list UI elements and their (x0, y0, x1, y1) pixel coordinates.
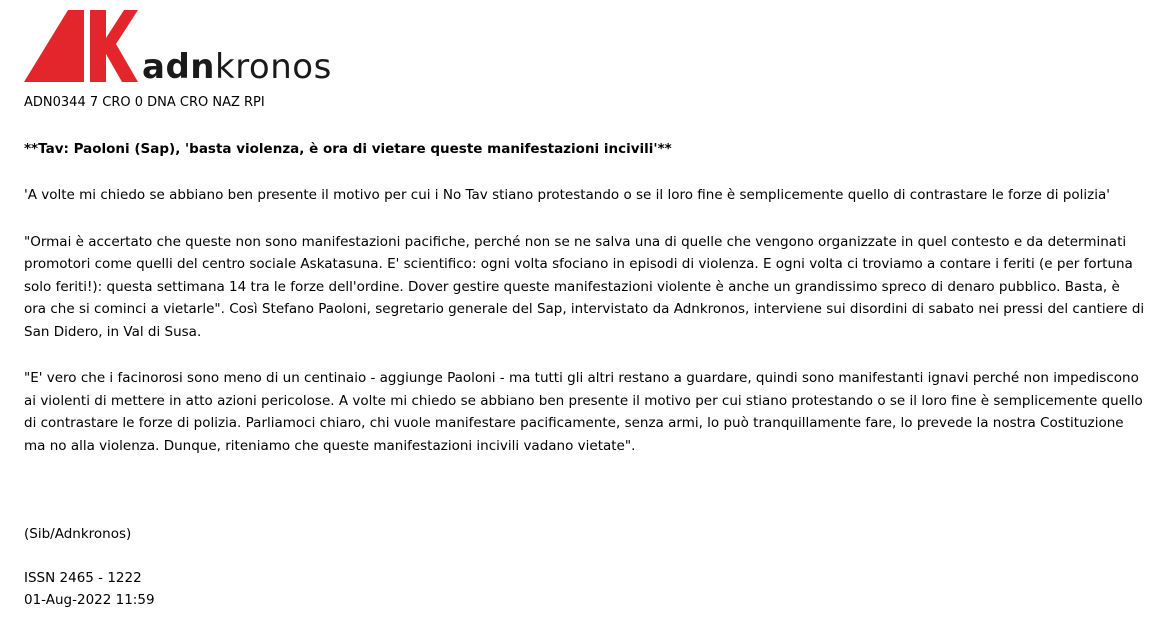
article-paragraph: "E' vero che i facinorosi sono meno di un centinaio - aggiunge Paoloni - ma tutti gli altri restano a guardare, quindi sono manifestanti ignavi perché non impediscono ai violenti di mettere in atto azioni pericolose. A volte mi chiedo se abbiano ben presente il motivo per cui stiano protestando o se il loro fine è semplicemente quello di contrastare le forze di polizia. Parliamoci chiaro, chi vuole manifestare pacificamente, senza armi, lo può tranquillamente fare, lo prevede la nostra Costituzione ma no alla violenza. Dunque, riteniamo che queste manifestazioni incivili vadano vietate". (24, 370, 1143, 454)
article-signoff: (Sib/Adnkronos) (24, 526, 132, 542)
article-paragraph: "Ormai è accertato che queste non sono manifestazioni pacifiche, perché non se ne salva una di quelle che vengono organizzate in quel contesto e da determinati promotori come quelli del centro sociale Askatasuna. E' scientifico: ogni volta sfociano in episodi di violenza. E ogni volta ci troviamo a contare i feriti (e per fortuna solo feriti!): questa settimana 14 tra le forze dell'ordine. Dover gestire queste manifestazioni violente è anche un grandissimo spreco di denaro pubblico. Basta, è ora che si cominci a vietarle". Così Stefano Paoloni, segretario generale del Sap, intervistato da Adnkronos, interviene sui disordini di sabato nei pressi del cantiere di San Didero, in Val di Susa. (24, 233, 1145, 340)
article-paragraph: 'A volte mi chiedo se abbiano ben presente il motivo per cui i No Tav stiano protestando o se il loro fine è semplicemente quello di contrastare le forze di polizia' (24, 187, 1110, 203)
news-page (24, 8, 1146, 611)
agency-code: ADN0344 7 CRO 0 DNA CRO NAZ RPI (24, 95, 265, 110)
logo-wordmark-light: kronos (215, 47, 332, 87)
article-headline: **Tav: Paoloni (Sap), 'basta violenza, è ora di vietare queste manifestazioni incivili'** (24, 141, 672, 157)
adnkronos-logo (24, 8, 1146, 87)
adnkronos-logo-mark-icon (24, 8, 138, 84)
issn-line: ISSN 2465 - 1222 (24, 570, 142, 586)
logo-wordmark-bold: adn (142, 47, 215, 87)
logo-wordmark (142, 47, 332, 87)
publish-datetime: 01-Aug-2022 11:59 (24, 592, 155, 608)
